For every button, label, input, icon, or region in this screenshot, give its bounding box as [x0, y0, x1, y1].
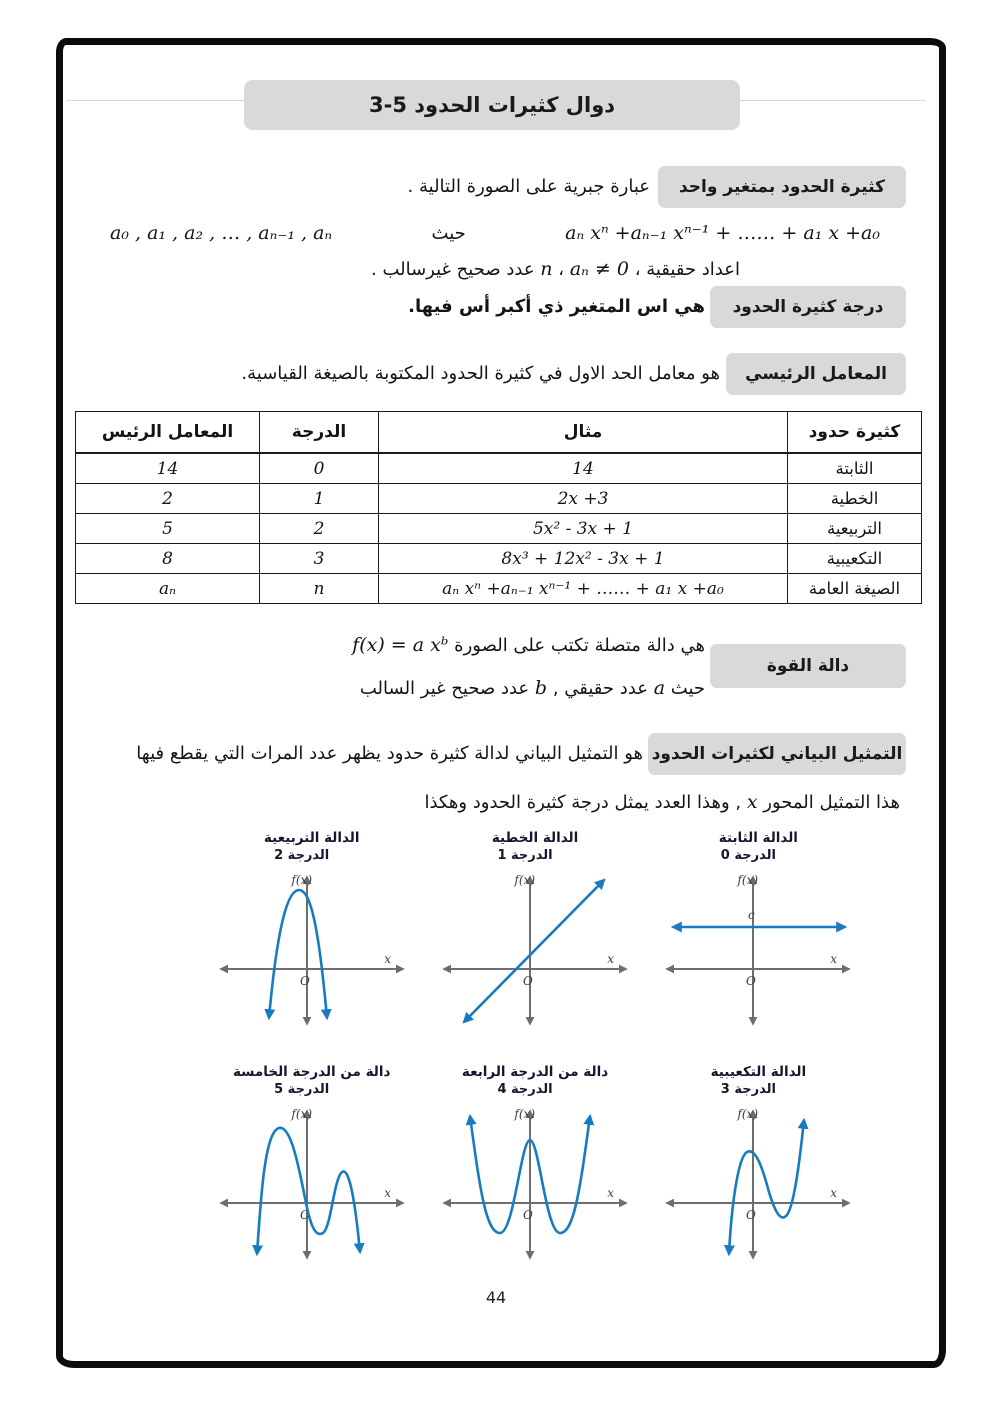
polynomial-general-form-line — [110, 222, 880, 244]
definition-label-leading-coefficient — [726, 353, 906, 395]
graph-title: دالة من الدرجة الخامسة — [233, 1064, 391, 1080]
power-function-formula: f(x) = a xᵇ — [352, 634, 449, 656]
cell-degree — [260, 514, 379, 544]
function-graphs-grid — [200, 830, 870, 1268]
graph-title: الدالة التربيعية — [263, 830, 360, 846]
graph-title: الدالة التكعيبية — [710, 1064, 807, 1080]
page-number: 44 — [485, 1288, 507, 1307]
power-line2-b: b — [534, 677, 548, 699]
condition-separator: ، — [558, 259, 565, 280]
col-header-leading: المعامل الرئيس — [76, 412, 260, 454]
power-line2-a: a — [653, 677, 666, 699]
graph-title: دالة من الدرجة الرابعة — [461, 1064, 609, 1080]
col-header-polynomial: كثيرة حدود — [788, 412, 922, 454]
cell-name: الثابتة — [788, 453, 922, 484]
graph-canvas — [653, 1098, 863, 1268]
cell-example — [379, 544, 788, 574]
cell-degree-math: n — [313, 578, 325, 599]
graphing-line2-pre: هذا التمثيل المحور — [763, 792, 900, 813]
table-row-linear — [76, 484, 922, 514]
polynomial-conditions — [371, 258, 740, 280]
lesson-title: دوال كثيرات الحدود 5-3 — [368, 93, 616, 117]
definition-label-power-text: دالة القوة — [766, 656, 850, 676]
origin-label: O — [299, 974, 310, 988]
cell-name: التكعيبية — [788, 544, 922, 574]
cell-example — [379, 453, 788, 484]
cell-leading-math: 8 — [162, 548, 173, 569]
quadratic-function-curve — [269, 890, 327, 1018]
cell-example-math: 14 — [572, 458, 594, 479]
cell-degree — [260, 544, 379, 574]
definition-label-degree — [710, 286, 906, 328]
table-row-cubic — [76, 544, 922, 574]
definition-label-polynomial-text: كثيرة الحدود بمتغير واحد — [678, 177, 885, 197]
graph-canvas — [430, 864, 640, 1034]
cell-degree — [260, 484, 379, 514]
definition-label-power-function — [710, 644, 906, 688]
condition-text-2: عدد صحيح غيرسالب . — [371, 259, 535, 280]
cell-degree-math: 2 — [313, 518, 325, 539]
c-label: c — [748, 908, 756, 922]
polynomial-intro: عبارة جبرية على الصورة التالية . — [407, 176, 650, 197]
origin-label: O — [746, 1208, 757, 1222]
definition-label-degree-text: درجة كثيرة الحدود — [732, 297, 884, 317]
condition-leading-nonzero: aₙ ≠ 0 — [569, 258, 629, 280]
x-label: x — [383, 1186, 391, 1200]
cell-degree-math: 3 — [313, 548, 325, 569]
leading-coefficient-definition-text: هو معامل الحد الاول في كثيرة الحدود المكتوبة بالصيغة القياسية. — [241, 363, 720, 384]
definition-label-graphing-text: التمثيل البياني لكثيرات الحدود — [651, 744, 903, 764]
quintic-function-curve — [257, 1128, 360, 1254]
table-row-general-form — [76, 574, 922, 604]
table-row-constant — [76, 453, 922, 484]
cubic-function-curve — [729, 1120, 804, 1254]
cell-name: التربيعية — [788, 514, 922, 544]
cell-leading — [76, 514, 260, 544]
cell-example-math: 5x² - 3x + 1 — [532, 518, 634, 539]
power-line2-where: حيث — [670, 678, 705, 699]
cell-leading — [76, 544, 260, 574]
power-line2-real: عدد حقيقي , — [552, 678, 648, 699]
graphing-line1: هو التمثيل البياني لدالة كثيرة حدود يظهر عدد المرات التي يقطع فيها — [136, 743, 643, 764]
where-word: حيث — [431, 223, 466, 244]
graphing-line2-post: , وهذا العدد يمثل درجة كثيرة الحدود وهكذا — [424, 792, 742, 813]
cell-leading — [76, 574, 260, 604]
condition-n-symbol: n — [540, 258, 553, 280]
cell-degree — [260, 574, 379, 604]
fx-label: f(x) — [514, 1107, 536, 1121]
power-function-line2 — [360, 677, 705, 699]
cell-leading — [76, 453, 260, 484]
definition-label-graphing — [648, 733, 906, 775]
graph-degree-label: الدرجة 3 — [720, 1082, 776, 1097]
cell-example — [379, 514, 788, 544]
definition-label-leading-text: المعامل الرئيسي — [745, 364, 887, 384]
fx-label: f(x) — [514, 873, 536, 887]
cell-example-math: 8x³ + 12x² - 3x + 1 — [501, 548, 665, 569]
general-form-expression: aₙ xⁿ +aₙ₋₁ xⁿ⁻¹ + …… + a₁ x +a₀ — [565, 222, 880, 244]
cell-leading-math: 5 — [162, 518, 173, 539]
graph-degree-label: الدرجة 2 — [274, 848, 330, 863]
graph-degree-label: الدرجة 5 — [274, 1082, 330, 1097]
cell-degree-math: 0 — [313, 458, 325, 479]
fx-label: f(x) — [737, 873, 759, 887]
polynomial-types-table — [75, 411, 922, 604]
graph-quartic — [430, 1064, 640, 1268]
cell-example-math: 2x +3 — [557, 488, 609, 509]
origin-label: O — [299, 1208, 310, 1222]
graph-quintic — [207, 1064, 417, 1268]
power-function-line1 — [330, 634, 705, 656]
graph-constant — [653, 830, 863, 1034]
cell-leading — [76, 484, 260, 514]
origin-label: O — [523, 1208, 533, 1222]
condition-text-1: اعداد حقيقية ، — [634, 259, 740, 280]
graph-canvas — [430, 1098, 640, 1268]
cell-leading-math: 14 — [156, 458, 179, 479]
graphing-line2 — [424, 791, 900, 813]
fx-label: f(x) — [291, 1107, 312, 1121]
graph-canvas — [207, 1098, 417, 1268]
cell-leading-math: aₙ — [158, 578, 177, 599]
definition-label-polynomial — [658, 166, 906, 208]
graph-cubic — [653, 1064, 863, 1268]
cell-name: الخطية — [788, 484, 922, 514]
lesson-title-box — [244, 80, 740, 130]
table-header-row — [76, 412, 922, 454]
graph-degree-label: الدرجة 1 — [497, 848, 553, 863]
col-header-example: مثال — [379, 412, 788, 454]
graph-title: الدالة الثابتة — [718, 830, 798, 846]
cell-name: الصيغة العامة — [788, 574, 922, 604]
fx-label: f(x) — [291, 873, 312, 887]
cell-example-math: aₙ xⁿ +aₙ₋₁ xⁿ⁻¹ + …… + a₁ x +a₀ — [442, 578, 724, 599]
graph-linear — [430, 830, 640, 1034]
degree-definition-text: هي اس المتغير ذي أكبر أس فيها. — [408, 296, 705, 317]
graph-degree-label: الدرجة 4 — [497, 1082, 553, 1097]
graphing-line2-x: x — [746, 791, 758, 813]
graph-degree-label: الدرجة 0 — [720, 848, 776, 863]
x-label: x — [830, 952, 838, 966]
x-label: x — [607, 1186, 615, 1200]
origin-label: O — [746, 974, 757, 988]
coefficient-list: a₀ , a₁ , a₂ , … , aₙ₋₁ , aₙ — [110, 222, 333, 244]
cell-leading-math: 2 — [162, 488, 173, 509]
cell-degree-math: 1 — [313, 488, 325, 509]
table-row-quadratic — [76, 514, 922, 544]
power-line2-nonneg: عدد صحيح غير السالب — [359, 678, 530, 699]
cell-example — [379, 484, 788, 514]
graph-quadratic — [207, 830, 417, 1034]
origin-label: O — [523, 974, 533, 988]
graph-title: الدالة الخطية — [491, 830, 579, 846]
cell-example — [379, 574, 788, 604]
col-header-degree: الدرجة — [260, 412, 379, 454]
power-line1-text: هي دالة متصلة تكتب على الصورة — [454, 635, 705, 656]
x-label: x — [830, 1186, 838, 1200]
graph-canvas — [207, 864, 417, 1034]
graph-canvas — [653, 864, 863, 1034]
cell-degree — [260, 453, 379, 484]
x-label: x — [383, 952, 391, 966]
linear-function-curve — [464, 880, 604, 1022]
x-label: x — [607, 952, 615, 966]
fx-label: f(x) — [737, 1107, 759, 1121]
